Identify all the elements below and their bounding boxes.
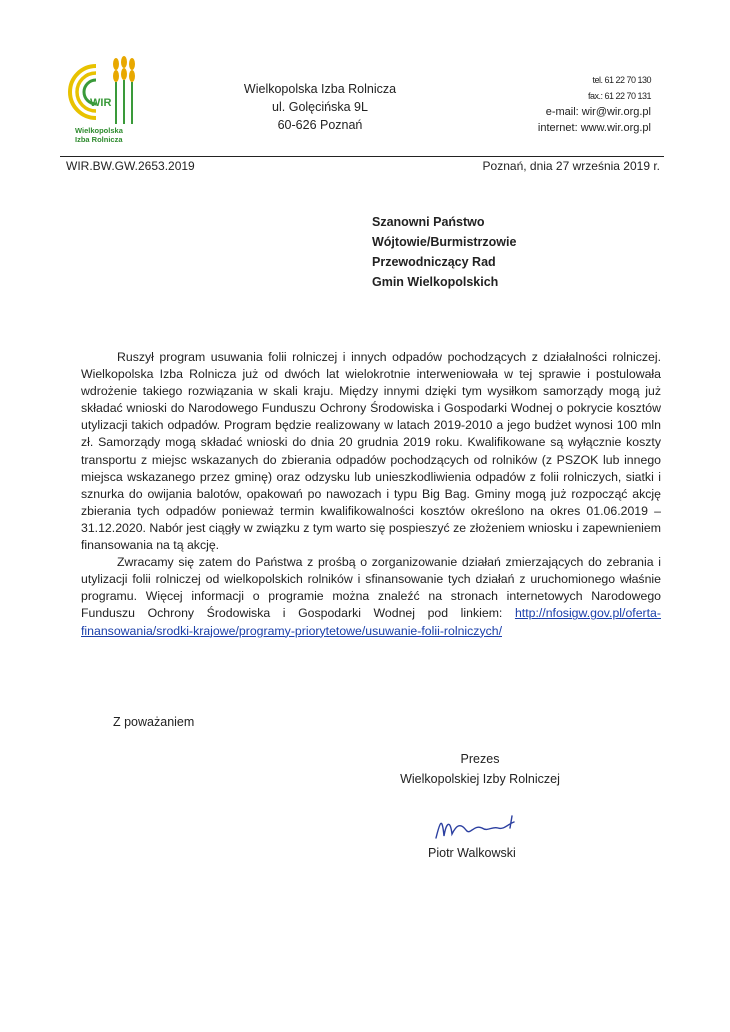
address-line: Wielkopolska Izba Rolnicza <box>243 82 397 96</box>
signatory-title <box>380 749 580 789</box>
recipient-line: Wójtowie/Burmistrzowie <box>372 235 517 249</box>
phone-number: tel. 61 22 70 130 <box>592 75 651 85</box>
recipients-block <box>372 212 516 292</box>
body-paragraph <box>81 554 661 639</box>
program-link[interactable]: http://nfosigw.gov.pl/oferta-finansowania/srodki-krajowe/programy-priorytetowe/usuwanie-folii-rolniczych/ <box>81 606 661 638</box>
letter-date: Poznań, dnia 27 września 2019 r. <box>482 159 660 173</box>
recipient-line: Przewodniczący Rad <box>372 255 496 269</box>
logo-caption-line: Wielkopolska <box>75 126 123 135</box>
closing-phrase: Z poważaniem <box>113 715 195 729</box>
signatory-title-line: Wielkopolskiej Izby Rolniczej <box>400 772 560 786</box>
signatory-name: Piotr Walkowski <box>428 846 516 860</box>
reference-number: WIR.BW.GW.2653.2019 <box>66 159 195 173</box>
contact-info <box>538 72 651 136</box>
body-paragraph-text: Zwracamy się zatem do Państwa z prośbą o zorganizowanie działań zmierzających do zebrania i utylizacji folii rolniczej od wielkopolskich rolników i sfinansowanie tych działań z uruchomionego właśnie programu. Więcej informacji o programie można znaleźć na stronach internetowych Narodowego Funduszu Ochrony Środowiska i Gospodarki Wodnej pod linkiem: <box>81 555 661 621</box>
address-line: ul. Golęcińska 9L <box>272 100 368 114</box>
letter-body <box>81 349 661 640</box>
organization-address <box>200 80 440 134</box>
body-paragraph: Ruszył program usuwania folii rolniczej i innych odpadów pochodzących z działalności rolniczej. Wielkopolska Izba Rolnicza już od dwóch lat wielokrotnie interweniowała w tej sprawie i postulowała wdrożenie takiego rozwiązania w skali kraju. Między innymi dzięki tym wysiłkom samorządy mogą już składać wnioski do Narodowego Funduszu Ochrony Środowiska i Gospodarki Wodnej o pokrycie kosztów utylizacji takich odpadów. Program będzie realizowany w latach 2019-2010 a jego budżet wynosi 100 mln zł. Samorządy mogą składać wnioski do dnia 20 grudnia 2019 roku. Kwalifikowane są wyłącznie koszty transportu z miejsc wskazanych do zbierania odpadów pochodzących od rolników (z PSZOK lub innego miejsca wskazanego przez gminę) oraz odzysku lub unieszkodliwienia odpadów z folii rolniczych, siatki i sznurka do owijania balotów, opakowań po nawozach i typu Big Bag. Gminy mogą już rozpocząć akcję zbierania tych odpadów ponieważ termin kwalifikowalności kosztów określono na okres 01.06.2019 – 31.12.2020. Nabór jest ciągły w związku z tym warto się pospieszyć ze złożeniem wniosku i zapewnieniem finansowania na tą akcję. <box>81 350 661 553</box>
handwritten-signature <box>432 812 522 844</box>
logo-mark: WIR <box>90 97 112 109</box>
website-address: internet: www.wir.org.pl <box>537 122 651 134</box>
recipient-line: Szanowni Państwo <box>372 215 485 229</box>
fax-number: fax.: 61 22 70 131 <box>587 91 651 101</box>
header-divider <box>60 156 664 157</box>
address-line: 60-626 Poznań <box>277 118 363 132</box>
logo-caption-line: Izba Rolnicza <box>75 135 123 144</box>
recipient-line: Gmin Wielkopolskich <box>372 275 499 289</box>
signatory-title-line: Prezes <box>460 752 500 766</box>
email-address: e-mail: wir@wir.org.pl <box>545 106 651 118</box>
logo-caption <box>75 126 123 144</box>
